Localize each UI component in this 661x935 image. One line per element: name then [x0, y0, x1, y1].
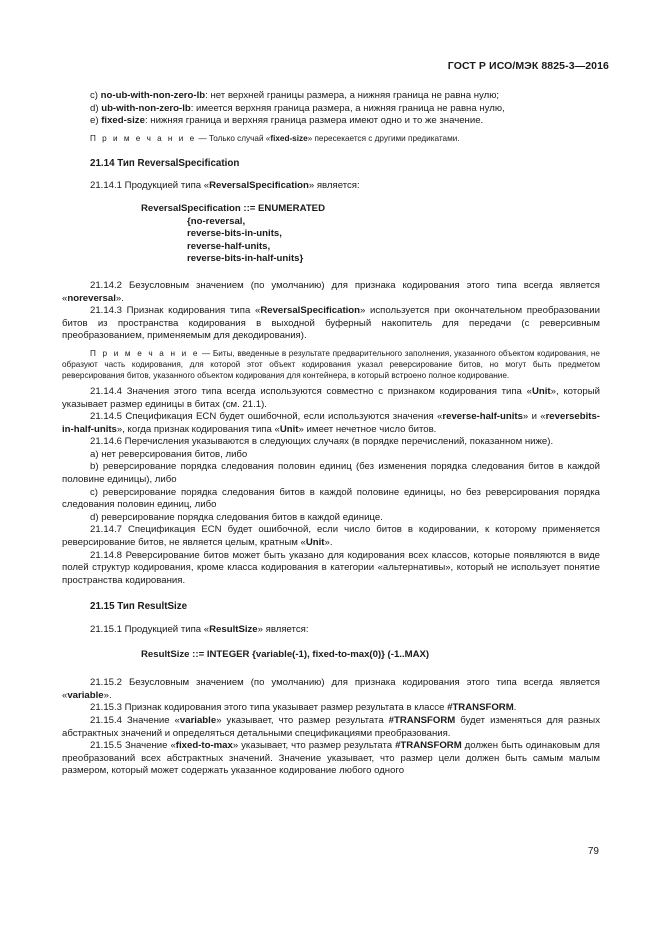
code-line: reverse-bits-in-units,	[187, 228, 282, 240]
code-reversal-specification	[62, 203, 600, 266]
paragraph-21-14-8: 21.14.8 Реверсирование битов может быть указано для кодирования всех классов, которые появляются в виде полей структур кодирования, кроме класса кодирования в категории «альтернативы», который не использует понятие пространства кодирования.	[62, 549, 600, 586]
note-bit-padding: П р и м е ч а н и е — Биты, введенные в результате предварительного заполнения, указанного объектом кодирования, не образуют часть кодирования, для которой этот объект кодирования указал реверсирование битов, но могут быть предметом реверсирования битов, указанного объектом кодирования для контейнера, в который встроено полное кодирование.	[62, 348, 600, 380]
enum-item-b: b) реверсирование порядка следования половин единиц (без изменения порядка следования битов в каждой половине единицы), либо	[62, 461, 600, 486]
paragraph-21-15-5: 21.15.5 Значение «fixed-to-max» указывает, что размер результата #TRANSFORM должен быть одинаковым для преобразований всех абстрактных значений. Значение указывает, что размер цели должен быть самым малым размером, который может содержать указанное кодирование любого одного	[62, 740, 600, 777]
paragraph-21-14-6: 21.14.6 Перечисления указываются в следующих случаях (в порядке перечислений, показанном ниже).	[90, 436, 554, 448]
paragraph-21-14-4: 21.14.4 Значения этого типа всегда используются совместно с признаком кодирования типа «Unit», который указывает размер единицы в битах (см. 21.1).	[62, 385, 600, 410]
list-item-c: c) no-ub-with-non-zero-lb: нет верхней границы размера, а нижняя граница не равна нулю;	[90, 90, 500, 101]
page-content	[62, 90, 600, 778]
code-line: {no-reversal,	[187, 215, 246, 227]
paragraph-21-14-7: 21.14.7 Спецификация ECN будет ошибочной, если число битов в кодировании, к которому применяется реверсирование битов, не является целым, кратным «Unit».	[62, 524, 600, 549]
paragraph-21-15-4: 21.15.4 Значение «variable» указывает, что размер результата #TRANSFORM будет изменяться для разных абстрактных значений и определяться детальными спецификациями преобразования.	[62, 714, 600, 739]
paragraph-21-14-1: 21.14.1 Продукцией типа «ReversalSpecification» является:	[90, 180, 360, 192]
note-fixed-size: П р и м е ч а н и е — Только случай «fixed-size» пересекается с другими предикатами.	[90, 133, 460, 143]
paragraph-21-14-5: 21.14.5 Спецификация ECN будет ошибочной, если используются значения «reverse-half-units» и «reversebits-in-half-units», когда признак кодирования типа «Unit» имеет нечетное число битов.	[62, 411, 600, 435]
paragraph-21-15-3: 21.15.3 Признак кодирования этого типа указывает размер результата в классе #TRANSFORM.	[90, 702, 517, 714]
enum-item-c: c) реверсирование порядка следования битов в каждой половине единицы, но без реверсирования порядка следования половин единиц, либо	[62, 486, 600, 511]
code-result-size	[62, 649, 600, 662]
enum-item-d: d) реверсирование порядка следования битов в каждой единице.	[90, 511, 383, 523]
paragraph-21-15-2: 21.15.2 Безусловным значением (по умолчанию) для признака кодирования этого типа всегда является «variable».	[62, 677, 600, 701]
paragraph-21-15-1: 21.15.1 Продукцией типа «ResultSize» является:	[90, 624, 309, 635]
code-line: reverse-half-units,	[187, 240, 271, 252]
enum-item-a: а) нет реверсирования битов, либо	[90, 448, 248, 460]
standard-header: ГОСТ Р ИСО/МЭК 8825-3—2016	[447, 60, 609, 72]
list-item-d: d) ub-with-non-zero-lb: имеется верхняя граница размера, а нижняя граница не равна нулю,	[90, 102, 505, 114]
page-number: 79	[587, 846, 599, 857]
section-heading-21-14: 21.14 Тип ReversalSpecification	[90, 157, 240, 169]
code-line: ReversalSpecification ::= ENUMERATED	[141, 202, 326, 214]
section-heading-21-15: 21.15 Тип ResultSize	[90, 601, 188, 613]
list-item-e: e) fixed-size: нижняя граница и верхняя граница размера имеют одно и то же значение.	[90, 115, 484, 127]
paragraph-21-14-2: 21.14.2 Безусловным значением (по умолчанию) для признака кодирования этого типа всегда является «noreversal».	[62, 279, 600, 304]
code-line: reverse-bits-in-half-units}	[187, 253, 304, 265]
paragraph-21-14-3: 21.14.3 Признак кодирования типа «ReversalSpecification» используется при окончательном преобразовании битов из пространства кодирования в выходной буферный накопитель для передачи (с реверсивным преобразованием, применяемым для декодирования).	[62, 305, 600, 342]
code-line: ResultSize ::= INTEGER {variable(-1), fixed-to-max(0)} (-1..MAX)	[141, 648, 430, 660]
